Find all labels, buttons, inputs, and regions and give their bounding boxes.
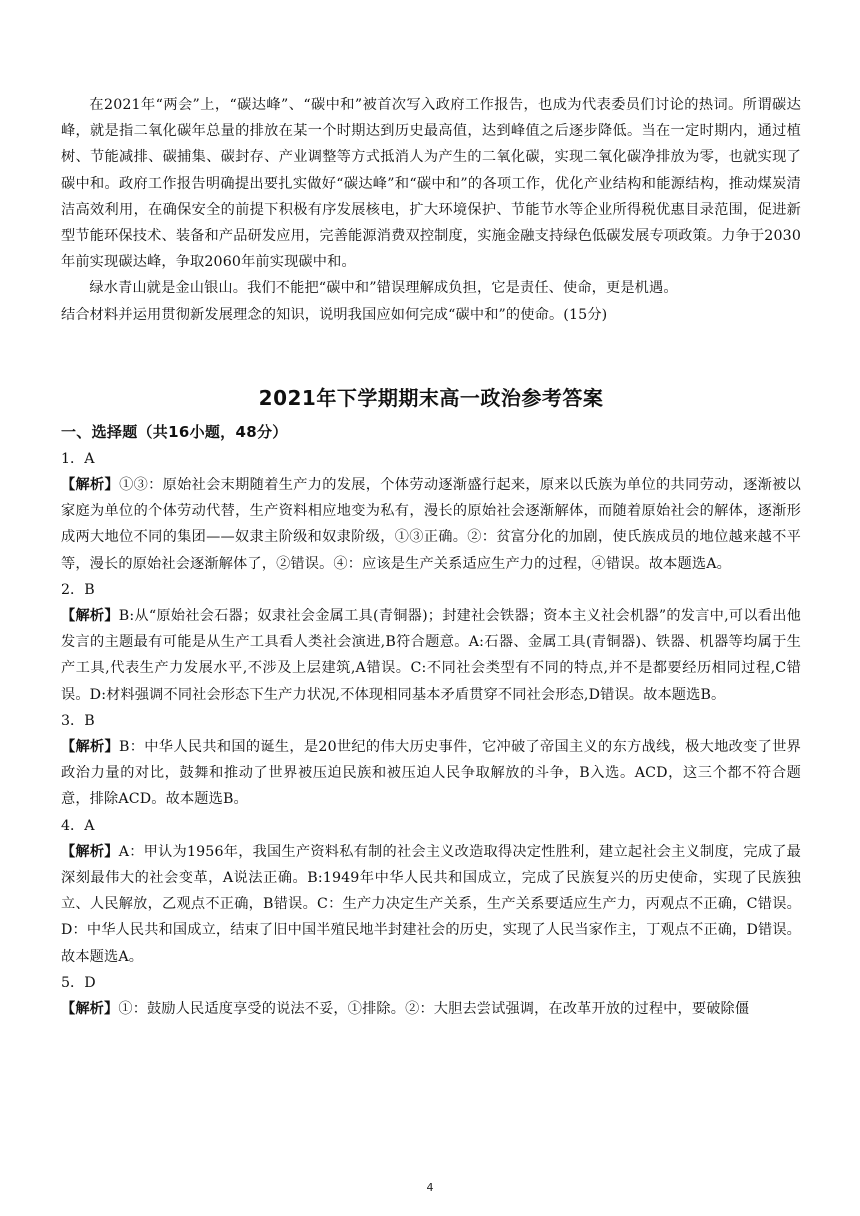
answer-item-3 <box>61 708 801 813</box>
analysis-text: B:从“原始社会石器；奴隶社会金属工具(青铜器)；封建社会铁器；资本主义社会机器”的发言中,可以看出他发言的主题最有可能是从生产工具看人类社会演进,B符合题意。A:石器、金属工具(青铜器)、铁器、机器等均属于生产工具,代表生产力发展水平,不涉及上层建筑,A错误。C:不同社会类型有不同的特点,并不是都要经历相同过程,C错误。D:材料强调不同社会形态下生产力状况,不体现相同基本矛盾贯穿不同社会形态,D错误。故本题选B。 <box>61 608 801 703</box>
analysis-tag: 【解析】 <box>61 1001 119 1018</box>
analysis-tag: 【解析】 <box>61 477 120 494</box>
answer-number: 4．A <box>61 817 95 834</box>
answer-number: 1．A <box>61 450 95 467</box>
answer-item-1 <box>61 446 801 577</box>
answer-title: 2021年下学期期末高一政治参考答案 <box>258 385 604 410</box>
answer-explanation <box>61 472 801 577</box>
material-paragraph-1: 在2021年“两会”上，“碳达峰”、“碳中和”被首次写入政府工作报告，也成为代表委员们讨论的热词。所谓碳达峰，就是指二氧化碳年总量的排放在某一个时期达到历史最高值，达到峰值之后逐步降低。当在一定时期内，通过植树、节能减排、碳捕集、碳封存、产业调整等方式抵消人为产生的二氧化碳，实现二氧化碳净排放为零，也就实现了碳中和。政府工作报告明确提出要扎实做好“碳达峰”和“碳中和”的各项工作，优化产业结构和能源结构，推动煤炭清洁高效利用，在确保安全的前提下积极有序发展核电，扩大环境保护、节能节水等企业所得税优惠目录范围，促进新型节能环保技术、装备和产品研发应用，完善能源消费双控制度，实施金融支持绿色低碳发展专项政策。力争于2030年前实现碳达峰，争取2060年前实现碳中和。 <box>61 97 801 271</box>
page-number: 4 <box>426 1181 434 1194</box>
answer-explanation <box>61 734 801 813</box>
question-prompt: 结合材料并运用贯彻新发展理念的知识，说明我国应如何完成“碳中和”的使命。(15分) <box>61 306 608 323</box>
material-paragraph-2: 绿水青山就是金山银山。我们不能把“碳中和”错误理解成负担，它是责任、使命，更是机遇。 <box>89 280 678 297</box>
answer-explanation <box>61 839 801 970</box>
section-heading: 一、选择题（共16小题，48分） <box>61 422 288 441</box>
answer-explanation <box>61 996 801 1022</box>
analysis-text: B：中华人民共和国的诞生，是20世纪的伟大历史事件，它冲破了帝国主义的东方战线，极大地改变了世界政治力量的对比，鼓舞和推动了世界被压迫民族和被压迫人民争取解放的斗争，B入选。ACD，这三个都不符合题意，排除ACD。故本题选B。 <box>61 739 802 808</box>
answer-number: 2．B <box>61 581 95 598</box>
answer-item-5 <box>61 970 801 1022</box>
analysis-tag: 【解析】 <box>61 739 120 756</box>
analysis-text: ①③：原始社会末期随着生产力的发展，个体劳动逐渐盛行起来，原来以氏族为单位的共同劳动，逐渐被以家庭为单位的个体劳动代替，生产资料相应地变为私有，漫长的原始社会逐渐解体，而随着原始社会的解体，逐渐形成两大地位不同的集团——奴隶主阶级和奴隶阶级，①③正确。②：贫富分化的加剧，使氏族成员的地位越来越不平等，漫长的原始社会逐渐解体了，②错误。④：应该是生产关系适应生产力的过程，④错误。故本题选A。 <box>61 477 801 572</box>
answer-item-4 <box>61 813 801 970</box>
analysis-tag: 【解析】 <box>61 608 119 625</box>
answer-explanation <box>61 603 801 708</box>
answer-number: 3．B <box>61 712 95 729</box>
answer-number: 5．D <box>61 974 96 991</box>
answer-item-2 <box>61 577 801 708</box>
analysis-text: ①：鼓励人民适度享受的说法不妥，①排除。②：大胆去尝试强调，在改革开放的过程中，要破除僵 <box>118 1001 750 1018</box>
document-page <box>61 92 801 1022</box>
analysis-text: A：甲认为1956年，我国生产资料私有制的社会主义改造取得决定性胜利，建立起社会主义制度，完成了最深刻最伟大的社会变革，A说法正确。B:1949年中华人民共和国成立，完成了民族复兴的历史使命，实现了民族独立、人民解放，乙观点不正确，B错误。C：生产力决定生产关系，生产关系要适应生产力，丙观点不正确，C错误。D：中华人民共和国成立，结束了旧中国半殖民地半封建社会的历史，实现了人民当家作主，丁观点不正确，D错误。故本题选A。 <box>61 843 801 965</box>
analysis-tag: 【解析】 <box>61 843 119 860</box>
